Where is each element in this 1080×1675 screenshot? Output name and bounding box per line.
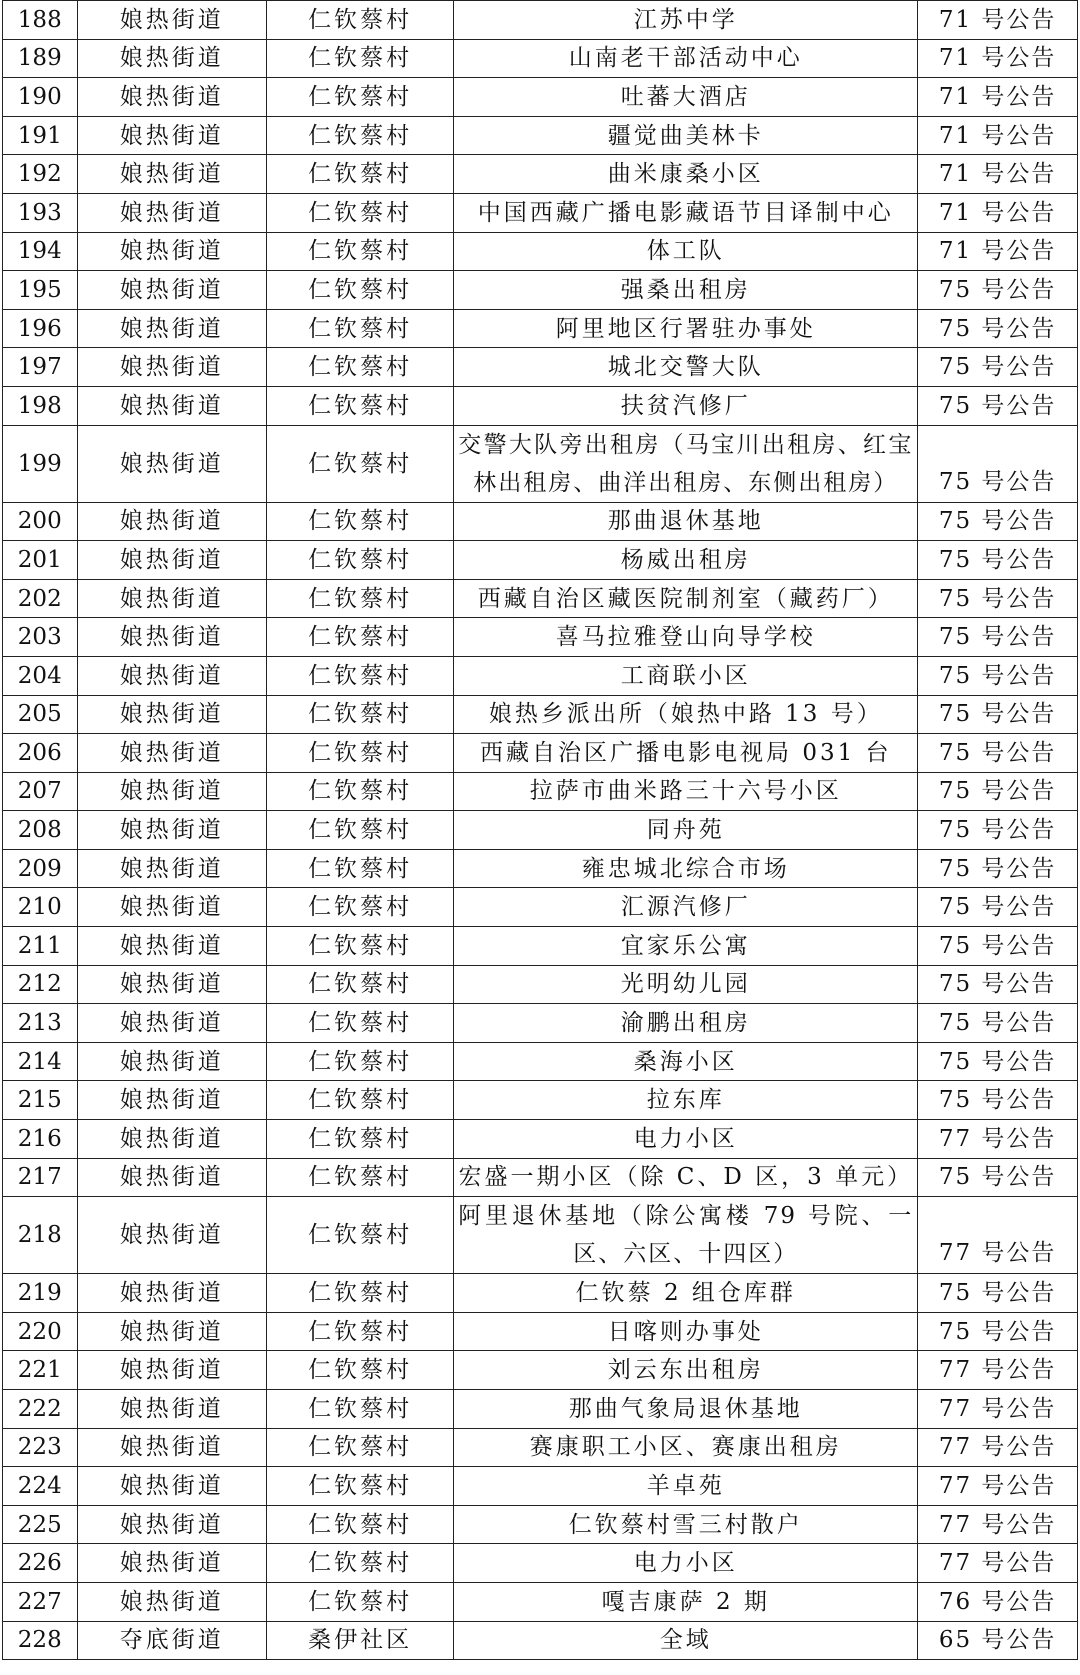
village-cell: 仁钦蔡村 — [266, 39, 453, 78]
location-cell: 汇源汽修厂 — [454, 888, 918, 927]
location-cell: 拉东库 — [454, 1081, 918, 1120]
table-row — [3, 1004, 1078, 1043]
row-number-cell: 215 — [3, 1081, 78, 1120]
table-row — [3, 927, 1078, 966]
village-cell: 仁钦蔡村 — [266, 618, 453, 657]
table-body — [3, 1, 1078, 1660]
table-row — [3, 1274, 1078, 1313]
street-cell: 娘热街道 — [77, 1158, 266, 1197]
row-number-cell: 188 — [3, 1, 78, 40]
notice-cell: 77 号公告 — [918, 1467, 1078, 1506]
location-cell: 那曲退休基地 — [454, 502, 918, 541]
village-cell: 仁钦蔡村 — [266, 811, 453, 850]
location-cell: 电力小区 — [454, 1544, 918, 1583]
street-cell: 娘热街道 — [77, 39, 266, 78]
street-cell: 夺底街道 — [77, 1621, 266, 1660]
location-cell: 宏盛一期小区（除 C、D 区，3 单元） — [454, 1158, 918, 1197]
village-cell: 仁钦蔡村 — [266, 1004, 453, 1043]
notice-cell: 77 号公告 — [918, 1351, 1078, 1390]
notice-cell: 77 号公告 — [918, 1428, 1078, 1467]
notice-cell: 75 号公告 — [918, 734, 1078, 773]
location-cell: 雍忠城北综合市场 — [454, 849, 918, 888]
street-cell: 娘热街道 — [77, 155, 266, 194]
table-row — [3, 1120, 1078, 1159]
row-number-cell: 208 — [3, 811, 78, 850]
notice-cell: 77 号公告 — [918, 1120, 1078, 1159]
row-number-cell: 207 — [3, 772, 78, 811]
location-cell: 娘热乡派出所（娘热中路 13 号） — [454, 695, 918, 734]
village-cell: 仁钦蔡村 — [266, 1081, 453, 1120]
notice-cell: 75 号公告 — [918, 502, 1078, 541]
notice-cell: 75 号公告 — [918, 1081, 1078, 1120]
notice-cell: 75 号公告 — [918, 1042, 1078, 1081]
table-row — [3, 965, 1078, 1004]
notice-cell: 75 号公告 — [918, 386, 1078, 425]
village-cell: 仁钦蔡村 — [266, 1042, 453, 1081]
row-number-cell: 203 — [3, 618, 78, 657]
location-cell: 渝鹏出租房 — [454, 1004, 918, 1043]
row-number-cell: 218 — [3, 1197, 78, 1274]
table-row — [3, 1197, 1078, 1274]
table-row — [3, 1351, 1078, 1390]
row-number-cell: 210 — [3, 888, 78, 927]
notice-cell: 75 号公告 — [918, 695, 1078, 734]
location-cell: 喜马拉雅登山向导学校 — [454, 618, 918, 657]
street-cell: 娘热街道 — [77, 1544, 266, 1583]
location-cell: 桑海小区 — [454, 1042, 918, 1081]
notice-cell: 76 号公告 — [918, 1582, 1078, 1621]
table-row — [3, 78, 1078, 117]
notice-cell: 75 号公告 — [918, 425, 1078, 502]
notice-cell: 75 号公告 — [918, 965, 1078, 1004]
table-row — [3, 772, 1078, 811]
row-number-cell: 227 — [3, 1582, 78, 1621]
street-cell: 娘热街道 — [77, 1428, 266, 1467]
street-cell: 娘热街道 — [77, 579, 266, 618]
row-number-cell: 205 — [3, 695, 78, 734]
table-row — [3, 695, 1078, 734]
table-row — [3, 1042, 1078, 1081]
notice-cell: 75 号公告 — [918, 1158, 1078, 1197]
row-number-cell: 221 — [3, 1351, 78, 1390]
table-row — [3, 656, 1078, 695]
table-row — [3, 1505, 1078, 1544]
table-row — [3, 734, 1078, 773]
street-cell: 娘热街道 — [77, 348, 266, 387]
row-number-cell: 212 — [3, 965, 78, 1004]
street-cell: 娘热街道 — [77, 1120, 266, 1159]
table-row — [3, 39, 1078, 78]
village-cell: 仁钦蔡村 — [266, 425, 453, 502]
village-cell: 仁钦蔡村 — [266, 541, 453, 580]
street-cell: 娘热街道 — [77, 78, 266, 117]
street-cell: 娘热街道 — [77, 888, 266, 927]
row-number-cell: 199 — [3, 425, 78, 502]
notice-cell: 71 号公告 — [918, 39, 1078, 78]
village-cell: 仁钦蔡村 — [266, 579, 453, 618]
notice-cell: 75 号公告 — [918, 811, 1078, 850]
location-cell: 疆觉曲美林卡 — [454, 116, 918, 155]
table-row — [3, 541, 1078, 580]
table-row — [3, 1312, 1078, 1351]
table-row — [3, 116, 1078, 155]
location-cell: 赛康职工小区、赛康出租房 — [454, 1428, 918, 1467]
village-cell: 仁钦蔡村 — [266, 1158, 453, 1197]
location-cell: 全域 — [454, 1621, 918, 1660]
table-row — [3, 1081, 1078, 1120]
table-row — [3, 1582, 1078, 1621]
village-cell: 仁钦蔡村 — [266, 1197, 453, 1274]
row-number-cell: 219 — [3, 1274, 78, 1313]
location-cell: 西藏自治区广播电影电视局 031 台 — [454, 734, 918, 773]
notice-cell: 75 号公告 — [918, 888, 1078, 927]
table-row — [3, 232, 1078, 271]
village-cell: 仁钦蔡村 — [266, 309, 453, 348]
street-cell: 娘热街道 — [77, 1, 266, 40]
notice-cell: 71 号公告 — [918, 232, 1078, 271]
location-cell: 仁钦蔡村雪三村散户 — [454, 1505, 918, 1544]
street-cell: 娘热街道 — [77, 271, 266, 310]
location-cell: 电力小区 — [454, 1120, 918, 1159]
row-number-cell: 225 — [3, 1505, 78, 1544]
table-row — [3, 1158, 1078, 1197]
row-number-cell: 206 — [3, 734, 78, 773]
village-cell: 仁钦蔡村 — [266, 965, 453, 1004]
village-cell: 仁钦蔡村 — [266, 656, 453, 695]
location-cell: 宜家乐公寓 — [454, 927, 918, 966]
row-number-cell: 222 — [3, 1390, 78, 1429]
street-cell: 娘热街道 — [77, 1274, 266, 1313]
location-cell: 那曲气象局退休基地 — [454, 1390, 918, 1429]
notice-cell: 75 号公告 — [918, 348, 1078, 387]
street-cell: 娘热街道 — [77, 695, 266, 734]
row-number-cell: 214 — [3, 1042, 78, 1081]
village-cell: 仁钦蔡村 — [266, 232, 453, 271]
notice-cell: 75 号公告 — [918, 772, 1078, 811]
notice-cell: 77 号公告 — [918, 1544, 1078, 1583]
location-cell: 曲米康桑小区 — [454, 155, 918, 194]
row-number-cell: 190 — [3, 78, 78, 117]
location-cell: 拉萨市曲米路三十六号小区 — [454, 772, 918, 811]
village-cell: 仁钦蔡村 — [266, 78, 453, 117]
street-cell: 娘热街道 — [77, 116, 266, 155]
village-cell: 仁钦蔡村 — [266, 348, 453, 387]
village-cell: 仁钦蔡村 — [266, 1120, 453, 1159]
table-row — [3, 1390, 1078, 1429]
area-notice-table — [2, 0, 1078, 1660]
location-cell: 日喀则办事处 — [454, 1312, 918, 1351]
location-cell: 工商联小区 — [454, 656, 918, 695]
row-number-cell: 216 — [3, 1120, 78, 1159]
location-cell: 光明幼儿园 — [454, 965, 918, 1004]
table-row — [3, 386, 1078, 425]
village-cell: 仁钦蔡村 — [266, 927, 453, 966]
table-row — [3, 348, 1078, 387]
street-cell: 娘热街道 — [77, 1351, 266, 1390]
village-cell: 仁钦蔡村 — [266, 155, 453, 194]
village-cell: 桑伊社区 — [266, 1621, 453, 1660]
village-cell: 仁钦蔡村 — [266, 1428, 453, 1467]
village-cell: 仁钦蔡村 — [266, 695, 453, 734]
street-cell: 娘热街道 — [77, 849, 266, 888]
location-cell: 嘎吉康萨 2 期 — [454, 1582, 918, 1621]
location-cell: 杨威出租房 — [454, 541, 918, 580]
notice-cell: 65 号公告 — [918, 1621, 1078, 1660]
notice-cell: 75 号公告 — [918, 271, 1078, 310]
table-row — [3, 502, 1078, 541]
table-row — [3, 309, 1078, 348]
table-row — [3, 425, 1078, 502]
village-cell: 仁钦蔡村 — [266, 1467, 453, 1506]
row-number-cell: 224 — [3, 1467, 78, 1506]
notice-cell: 71 号公告 — [918, 1, 1078, 40]
notice-cell: 75 号公告 — [918, 618, 1078, 657]
notice-cell: 77 号公告 — [918, 1197, 1078, 1274]
notice-cell: 75 号公告 — [918, 849, 1078, 888]
village-cell: 仁钦蔡村 — [266, 1390, 453, 1429]
street-cell: 娘热街道 — [77, 1004, 266, 1043]
village-cell: 仁钦蔡村 — [266, 1, 453, 40]
location-cell: 仁钦蔡 2 组仓库群 — [454, 1274, 918, 1313]
notice-cell: 71 号公告 — [918, 78, 1078, 117]
street-cell: 娘热街道 — [77, 1312, 266, 1351]
street-cell: 娘热街道 — [77, 1505, 266, 1544]
row-number-cell: 220 — [3, 1312, 78, 1351]
village-cell: 仁钦蔡村 — [266, 1274, 453, 1313]
village-cell: 仁钦蔡村 — [266, 1351, 453, 1390]
table-row — [3, 811, 1078, 850]
village-cell: 仁钦蔡村 — [266, 1544, 453, 1583]
location-cell: 刘云东出租房 — [454, 1351, 918, 1390]
row-number-cell: 228 — [3, 1621, 78, 1660]
row-number-cell: 226 — [3, 1544, 78, 1583]
location-cell: 山南老干部活动中心 — [454, 39, 918, 78]
row-number-cell: 200 — [3, 502, 78, 541]
location-cell: 阿里退休基地（除公寓楼 79 号院、一区、六区、十四区） — [454, 1197, 918, 1274]
table-row — [3, 1544, 1078, 1583]
village-cell: 仁钦蔡村 — [266, 1312, 453, 1351]
table-row — [3, 1428, 1078, 1467]
location-cell: 城北交警大队 — [454, 348, 918, 387]
street-cell: 娘热街道 — [77, 656, 266, 695]
notice-cell: 75 号公告 — [918, 541, 1078, 580]
table-row — [3, 1467, 1078, 1506]
village-cell: 仁钦蔡村 — [266, 888, 453, 927]
village-cell: 仁钦蔡村 — [266, 1505, 453, 1544]
street-cell: 娘热街道 — [77, 965, 266, 1004]
location-cell: 羊卓苑 — [454, 1467, 918, 1506]
location-cell: 阿里地区行署驻办事处 — [454, 309, 918, 348]
street-cell: 娘热街道 — [77, 1081, 266, 1120]
village-cell: 仁钦蔡村 — [266, 849, 453, 888]
table-row — [3, 618, 1078, 657]
village-cell: 仁钦蔡村 — [266, 193, 453, 232]
row-number-cell: 191 — [3, 116, 78, 155]
location-cell: 西藏自治区藏医院制剂室（藏药厂） — [454, 579, 918, 618]
village-cell: 仁钦蔡村 — [266, 271, 453, 310]
table-row — [3, 193, 1078, 232]
notice-cell: 75 号公告 — [918, 1312, 1078, 1351]
notice-cell: 75 号公告 — [918, 927, 1078, 966]
location-cell: 强桑出租房 — [454, 271, 918, 310]
notice-cell: 71 号公告 — [918, 155, 1078, 194]
row-number-cell: 195 — [3, 271, 78, 310]
street-cell: 娘热街道 — [77, 927, 266, 966]
table-row — [3, 849, 1078, 888]
table-row — [3, 579, 1078, 618]
street-cell: 娘热街道 — [77, 193, 266, 232]
village-cell: 仁钦蔡村 — [266, 1582, 453, 1621]
table-row — [3, 888, 1078, 927]
row-number-cell: 211 — [3, 927, 78, 966]
village-cell: 仁钦蔡村 — [266, 734, 453, 773]
row-number-cell: 217 — [3, 1158, 78, 1197]
location-cell: 中国西藏广播电影藏语节目译制中心 — [454, 193, 918, 232]
notice-cell: 75 号公告 — [918, 656, 1078, 695]
row-number-cell: 198 — [3, 386, 78, 425]
row-number-cell: 202 — [3, 579, 78, 618]
notice-cell: 75 号公告 — [918, 1004, 1078, 1043]
notice-cell: 77 号公告 — [918, 1505, 1078, 1544]
street-cell: 娘热街道 — [77, 232, 266, 271]
table-row — [3, 271, 1078, 310]
street-cell: 娘热街道 — [77, 811, 266, 850]
notice-cell: 71 号公告 — [918, 193, 1078, 232]
village-cell: 仁钦蔡村 — [266, 386, 453, 425]
row-number-cell: 189 — [3, 39, 78, 78]
street-cell: 娘热街道 — [77, 502, 266, 541]
location-cell: 同舟苑 — [454, 811, 918, 850]
street-cell: 娘热街道 — [77, 425, 266, 502]
notice-cell: 71 号公告 — [918, 116, 1078, 155]
table-row — [3, 155, 1078, 194]
row-number-cell: 194 — [3, 232, 78, 271]
table-row — [3, 1, 1078, 40]
table-row — [3, 1621, 1078, 1660]
notice-cell: 75 号公告 — [918, 1274, 1078, 1313]
village-cell: 仁钦蔡村 — [266, 116, 453, 155]
row-number-cell: 223 — [3, 1428, 78, 1467]
village-cell: 仁钦蔡村 — [266, 772, 453, 811]
row-number-cell: 213 — [3, 1004, 78, 1043]
location-cell: 吐蕃大酒店 — [454, 78, 918, 117]
notice-cell: 75 号公告 — [918, 579, 1078, 618]
street-cell: 娘热街道 — [77, 1467, 266, 1506]
street-cell: 娘热街道 — [77, 541, 266, 580]
village-cell: 仁钦蔡村 — [266, 502, 453, 541]
location-cell: 交警大队旁出租房（马宝川出租房、红宝林出租房、曲洋出租房、东侧出租房） — [454, 425, 918, 502]
row-number-cell: 197 — [3, 348, 78, 387]
row-number-cell: 193 — [3, 193, 78, 232]
street-cell: 娘热街道 — [77, 1042, 266, 1081]
row-number-cell: 192 — [3, 155, 78, 194]
street-cell: 娘热街道 — [77, 1197, 266, 1274]
notice-cell: 75 号公告 — [918, 309, 1078, 348]
street-cell: 娘热街道 — [77, 309, 266, 348]
location-cell: 江苏中学 — [454, 1, 918, 40]
row-number-cell: 209 — [3, 849, 78, 888]
row-number-cell: 196 — [3, 309, 78, 348]
notice-cell: 77 号公告 — [918, 1390, 1078, 1429]
location-cell: 体工队 — [454, 232, 918, 271]
row-number-cell: 204 — [3, 656, 78, 695]
row-number-cell: 201 — [3, 541, 78, 580]
street-cell: 娘热街道 — [77, 1582, 266, 1621]
street-cell: 娘热街道 — [77, 734, 266, 773]
street-cell: 娘热街道 — [77, 772, 266, 811]
street-cell: 娘热街道 — [77, 1390, 266, 1429]
street-cell: 娘热街道 — [77, 386, 266, 425]
street-cell: 娘热街道 — [77, 618, 266, 657]
location-cell: 扶贫汽修厂 — [454, 386, 918, 425]
